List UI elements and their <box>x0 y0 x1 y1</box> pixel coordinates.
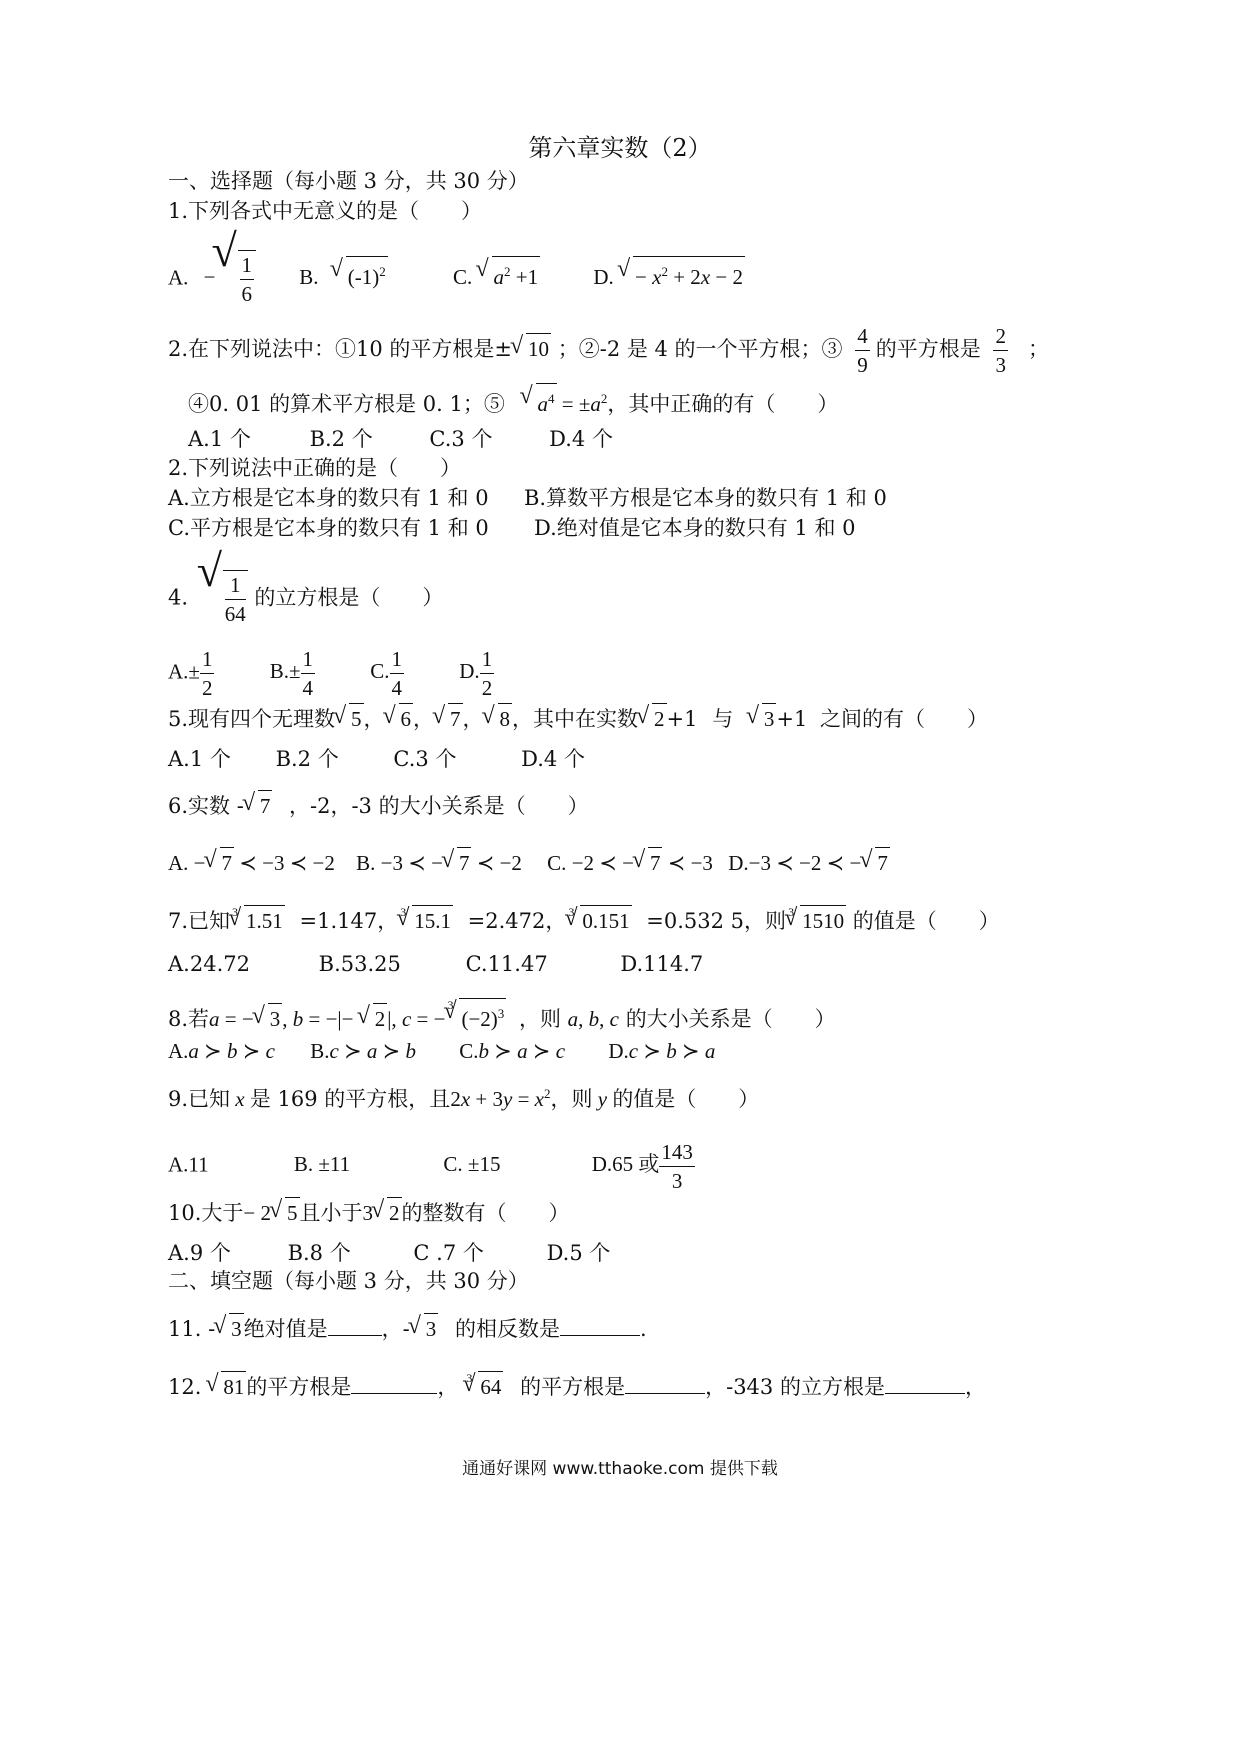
question-1-stem: 1.下列各式中无意义的是（ ） <box>168 199 483 223</box>
question-9-options: A.11 B. ±11 C. ±15 D.65 或 $\frac{143}{3}$ <box>168 1140 693 1193</box>
section-2-heading: 二、填空题（每小题 3 分，共 30 分） <box>168 1269 529 1293</box>
section-1-heading: 一、选择题（每小题 3 分，共 30 分） <box>168 169 529 193</box>
q1-option-a-label: A. <box>168 265 189 290</box>
q1-option-b-label: B. <box>299 265 319 290</box>
question-2-options: A.1 个 B.2 个 C.3 个 D.4 个 <box>188 427 613 451</box>
question-12: 12.√ 81的平方根是 ， √ 3 64 的平方根是 ，-343 的立方根是 ， <box>168 1371 986 1402</box>
q1-option-c-label: C. <box>453 265 473 290</box>
question-4-options: A.± $\frac{1}{2}$ B.± $\frac{1}{4}$ C. $\frac{1}{4}$ D. $\frac{1}{2}$ <box>168 647 493 700</box>
question-11: 11. -√ 3绝对值是 ，-√ 3 的相反数是 . <box>168 1313 647 1344</box>
q12-blank-1[interactable] <box>351 1393 437 1394</box>
question-6-stem: 6.实数 -√ 7 ，-2，-3 的大小关系是（ ） <box>168 790 589 821</box>
question-9-stem: 9.已知 x 是 169 的平方根，且$2x + 3y = x^2$，则 y 的值是（ ） <box>168 1086 760 1111</box>
question-7-options: A.24.72 B.53.25 C.11.47 D.114.7 <box>168 952 704 976</box>
question-3-stem: 2.下列说法中正确的是（ ） <box>168 456 462 480</box>
question-2-line-2: ④0. 01 的算术平方根是 0. 1；⑤ √ $a^4 = \pm a^2$，其中正确的有（ ） <box>188 383 838 419</box>
question-1-options: A. − √ $\frac{1}{6}$ B. √ $(-1)^2$ C. √ $a^2 +1$ D. √ − $x^2 + 2x - 2$ <box>168 250 745 308</box>
question-8-stem: 8.若a = −√ 3, b = −|− √ 2|, c = − √ 3 $(-2)^3$ ，则 a, b, c 的大小关系是（ ） <box>168 998 836 1034</box>
question-10-options: A.9 个 B.8 个 C .7 个 D.5 个 <box>168 1241 611 1265</box>
question-10-stem: 10.大于− 2√ 5且小于3√ 2的整数有（ ） <box>168 1197 570 1228</box>
question-8-options: A.a ≻ b ≻ c B.c ≻ a ≻ b C.b ≻ a ≻ c D.c ≻ b ≻ a <box>168 1039 716 1063</box>
q11-blank-2[interactable] <box>560 1335 640 1336</box>
q3-option-a: A.立方根是它本身的数只有 1 和 0 <box>168 486 489 510</box>
q11-blank-1[interactable] <box>328 1335 382 1336</box>
question-4-stem: 4. √ $\frac{1}{64}$ 的立方根是（ ） <box>168 570 443 628</box>
q3-option-c: C.平方根是它本身的数只有 1 和 0 <box>168 516 489 540</box>
footer-credit: 通通好课网 www.tthaoke.com 提供下载 <box>462 1459 778 1479</box>
page-title: 第六章实数（2） <box>528 134 712 162</box>
q3-option-d: D.绝对值是它本身的数只有 1 和 0 <box>534 516 856 540</box>
question-5-options: A.1 个 B.2 个 C.3 个 D.4 个 <box>168 747 585 771</box>
question-6-options: A. −√ 7 ≺ −3 ≺ −2 B. −3 ≺ −√ 7 ≺ −2 C. −2 ≺ −√ 7 ≺ −3 D.−3 ≺ −2 ≺ −√ 7 <box>168 847 890 878</box>
q12-blank-3[interactable] <box>885 1393 965 1394</box>
q3-option-b: B.算数平方根是它本身的数只有 1 和 0 <box>524 486 887 510</box>
q12-blank-2[interactable] <box>625 1393 705 1394</box>
question-7-stem: 7.已知 √ 3 1.51 =1.147， √ 3 15.1 =2.472， √ 3 0.151 =0.532 5，则 √ 3 1510 的值是（ ） <box>168 905 1000 936</box>
q1-option-d-label: D. <box>593 265 614 290</box>
question-5-stem: 5.现有四个无理数√ 5，√ 6，√ 7，√ 8，其中在实数√ 2+1 与 √ 3+1 之间的有（ ） <box>168 703 988 734</box>
question-2-line-1: 2.在下列说法中：①10 的平方根是±√ 10 ；②-2 是 4 的一个平方根；③ $\frac{4}{9}$ 的平方根是 $\frac{2}{3}$ ； <box>168 322 1049 379</box>
